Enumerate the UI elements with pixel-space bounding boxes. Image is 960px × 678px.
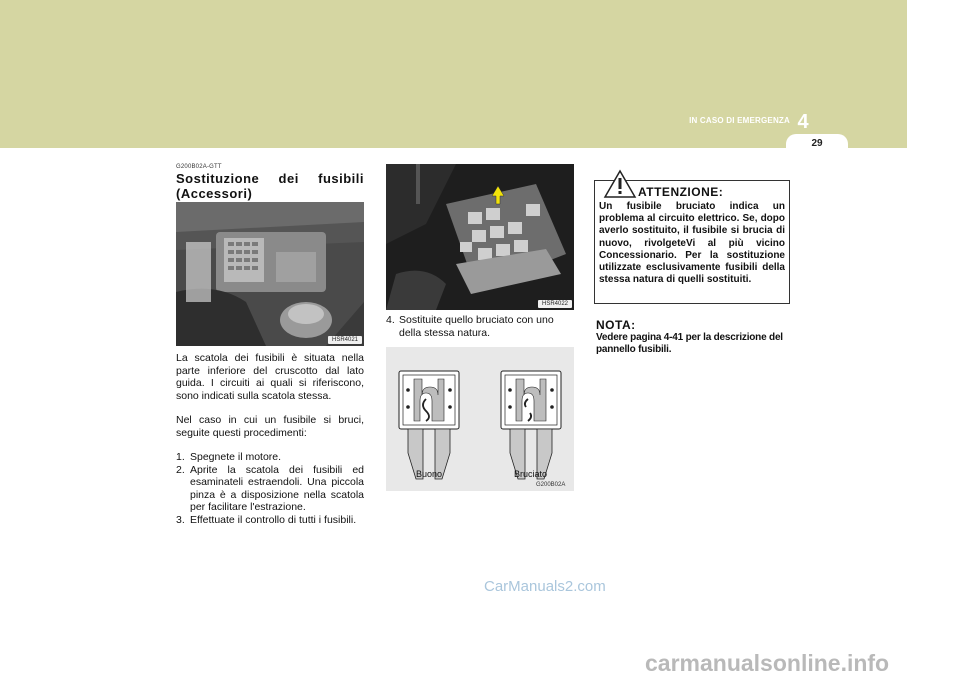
section-code: G200B02A-GTT [176, 164, 222, 170]
list-item [176, 464, 364, 514]
middle-body-text [386, 314, 574, 339]
page-number: 29 [811, 138, 823, 149]
left-column [176, 164, 364, 201]
chapter-title: IN CASO DI EMERGENZA [689, 116, 790, 125]
fuse-box-location-photo [176, 202, 364, 346]
fuse-box-illustration [386, 164, 574, 310]
paragraph: Nel caso in cui un fusibile si bruci, seguite questi procedimenti: [176, 414, 364, 439]
list-item [386, 314, 574, 339]
photo-code-label: HSR4021 [328, 336, 362, 344]
section-title: Sostituzione dei fusibili (Accessori) [176, 171, 364, 201]
figure-code-label: G200B02A [536, 482, 566, 488]
list-item [176, 514, 364, 527]
paragraph: La scatola dei fusibili è situata nella parte inferiore del cruscotto dal lato guida. I circuiti ai quali si riferiscono, sono indicati sulla scatola stessa. [176, 352, 364, 402]
carmanuals-watermark[interactable]: CarManuals2.com [484, 578, 606, 595]
list-number: 3. [176, 513, 185, 526]
header-band [0, 0, 960, 148]
note-title: NOTA: [596, 318, 636, 332]
list-text: Spegnete il motore. [190, 451, 282, 463]
blown-fuse-label: Bruciato [514, 469, 548, 479]
warning-triangle-icon [603, 169, 637, 199]
warning-box [594, 180, 790, 304]
good-fuse-label: Buono [416, 469, 443, 479]
list-text: Effettuate il controllo di tutti i fusibili. [190, 513, 357, 526]
engine-fuse-box-photo [386, 164, 574, 310]
chapter-number: 4 [797, 111, 809, 133]
list-number: 4. [386, 314, 395, 326]
fuse-comparison-figure [386, 347, 574, 491]
photo-code-label: HSR4022 [538, 300, 572, 308]
carmanualsonline-watermark[interactable]: carmanualsonline.info [645, 650, 890, 676]
warning-text: Un fusibile bruciato indica un problema al circuito elettrico. Se, dopo averlo sostituito, il fusibile si brucia di nuovo, rivolgeteVi al più vicino Concessionario. Per la sostituzione utilizzate esclusivamente fusibili della stessa natura di quelli sostituiti. [599, 201, 785, 286]
list-number: 2. [176, 463, 185, 476]
left-body-text [176, 352, 364, 526]
list-text: Sostituite quello bruciato con uno della stessa natura. [399, 314, 554, 339]
list-number: 1. [176, 451, 185, 463]
dashboard-illustration [176, 202, 364, 346]
note-text: Vedere pagina 4-41 per la descrizione del pannello fusibili. [596, 332, 783, 355]
list-item [176, 451, 364, 464]
list-text: Aprite la scatola dei fusibili ed esaminateli estraendoli. Una piccola pinza è a disposizione nella scatola per facilitare l'estrazione. [190, 463, 364, 513]
warning-title: ATTENZIONE: [638, 185, 724, 199]
